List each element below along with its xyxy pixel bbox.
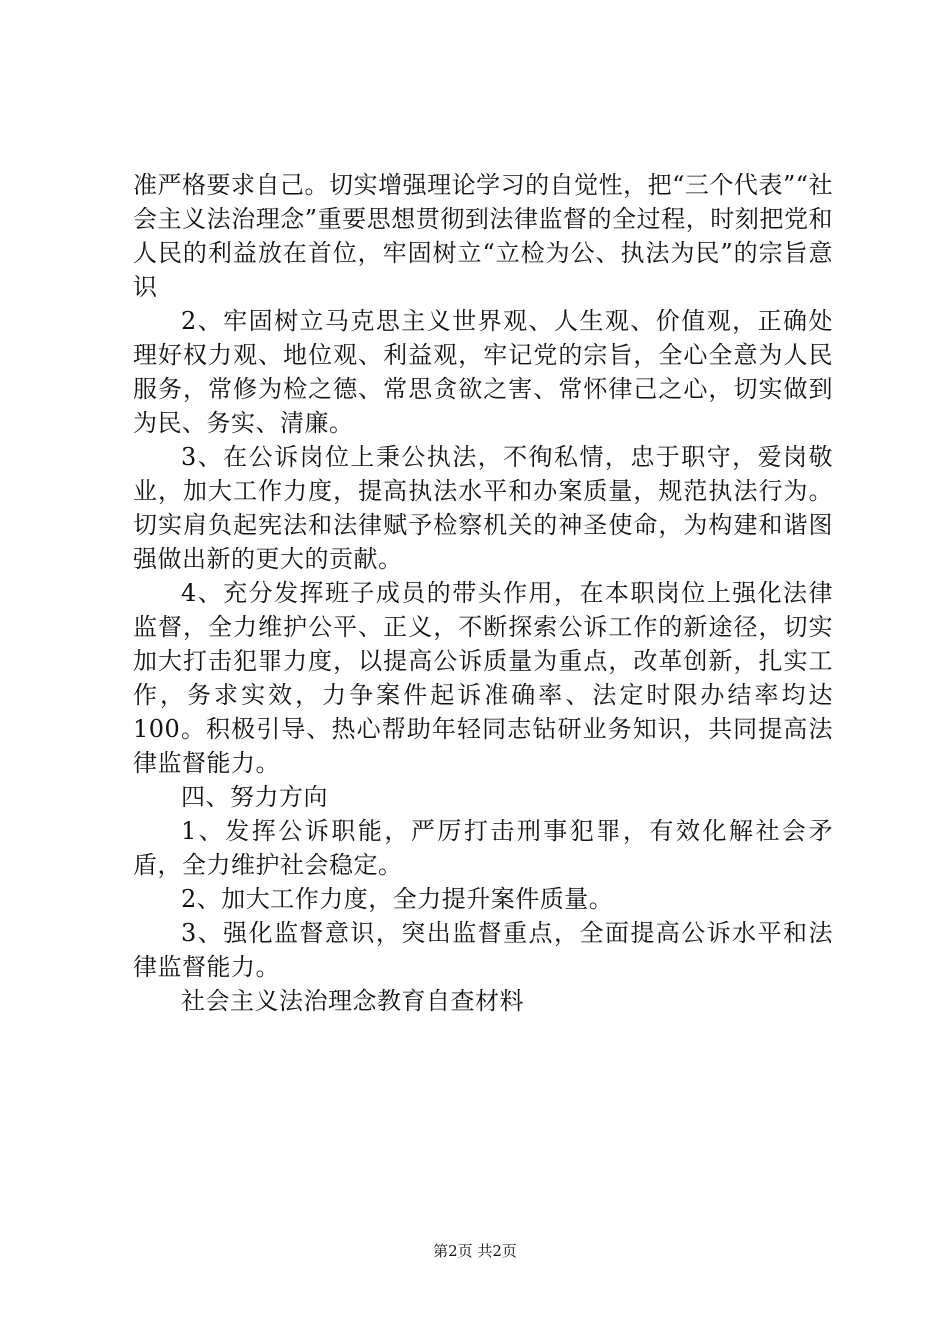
paragraph-direction-1: 1、发挥公诉职能，严厉打击刑事犯罪，有效化解社会矛盾，全力维护社会稳定。 bbox=[133, 817, 833, 879]
paragraph-item-4: 4、充分发挥班子成员的带头作用，在本职岗位上强化法律监督，全力维护公平、正义，不断探索公诉工作的新途径，切实加大打击犯罪力度，以提高公诉质量为重点，改革创新，扎实工作，务求实效，力争案件起诉准确率、法定时限办结率均达100。积极引导、热心帮助年轻同志钻研业务知识，共同提高法律监督能力。 bbox=[133, 579, 833, 777]
paragraph-direction-2: 2、加大工作力度，全力提升案件质量。 bbox=[181, 885, 614, 913]
paragraph-item-3: 3、在公诉岗位上秉公执法，不徇私情，忠于职守，爱岗敬业，加大工作力度，提高执法水平和办案质量，规范执法行为。切实肩负起宪法和法律赋予检察机关的神圣使命，为构建和谐图强做出新的更大的贡献。 bbox=[133, 443, 833, 573]
paragraph-direction-3: 3、强化监督意识，突出监督重点，全面提高公诉水平和法律监督能力。 bbox=[133, 919, 833, 981]
document-body bbox=[133, 168, 833, 1018]
paragraph-continuation: 准严格要求自己。切实增强理论学习的自觉性，把“三个代表”“社会主义法治理念”重要思想贯彻到法律监督的全过程，时刻把党和人民的利益放在首位，牢固树立“立检为公、执法为民”的宗旨意识 bbox=[133, 171, 833, 301]
section-heading-direction: 四、努力方向 bbox=[181, 783, 328, 811]
page-footer: 第2页 共2页 bbox=[433, 1242, 517, 1260]
document-closing-title: 社会主义法治理念教育自查材料 bbox=[181, 987, 524, 1015]
paragraph-item-2: 2、牢固树立马克思主义世界观、人生观、价值观，正确处理好权力观、地位观、利益观，牢记党的宗旨，全心全意为人民服务，常修为检之德、常思贪欲之害、常怀律己之心，切实做到为民、务实、清廉。 bbox=[133, 307, 833, 437]
